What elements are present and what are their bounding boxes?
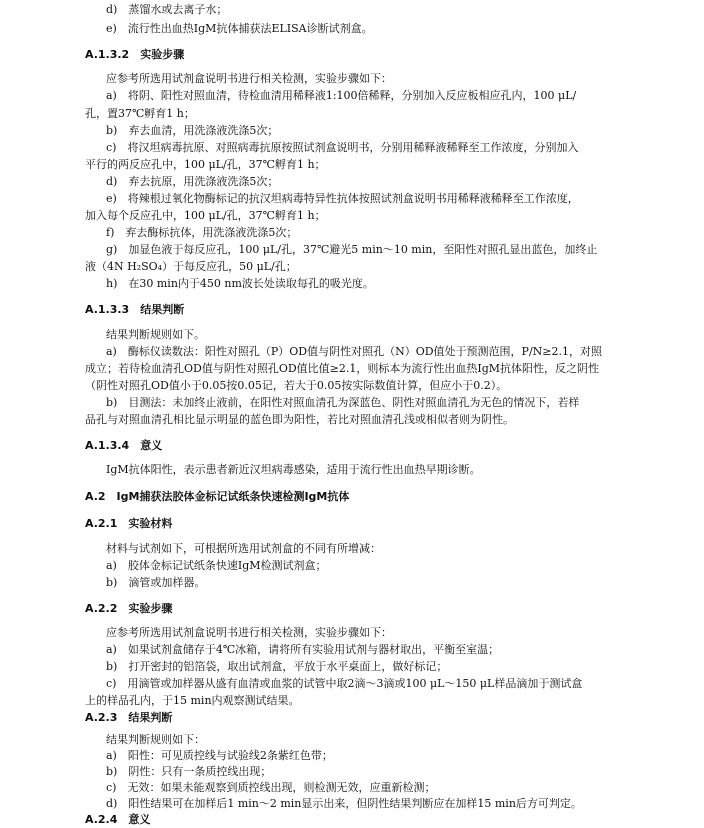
list-item-continuation: 孔，置37℃孵育1 h； [85, 107, 195, 120]
paragraph: 结果判断规则如下。 [106, 328, 205, 341]
section-heading: A.2.3 结果判断 [85, 711, 173, 724]
list-item: b) 目测法：未加终止液前，在阳性对照血清孔为深蓝色、阴性对照血清孔为无色的情况下，若样 [106, 396, 580, 409]
list-item: c) 用滴管或加样器从盛有血清或血浆的试管中取2滴～3滴或100 μL～150 μL样品滴加于测试盒 [106, 677, 583, 690]
list-item: e) 流行性出血热IgM抗体捕获法ELISA诊断试剂盒。 [106, 22, 373, 35]
paragraph: 结果判断规则如下： [106, 733, 205, 746]
list-item: c) 无效：如果未能观察到质控线出现，则检测无效，应重新检测； [106, 781, 436, 794]
list-item: d) 弃去抗原，用洗涤液洗涤5次； [106, 175, 279, 188]
list-item: f) 弃去酶标抗体，用洗涤液洗涤5次； [106, 226, 298, 239]
list-item: d) 蒸馏水或去离子水； [106, 3, 228, 16]
list-item: b) 阴性：只有一条质控线出现； [106, 765, 272, 778]
paragraph: 应参考所选用试剂盒说明书进行相关检测，实验步骤如下： [106, 626, 392, 639]
section-heading: A.2.2 实验步骤 [85, 602, 173, 615]
paragraph: 材料与试剂如下，可根据所选用试剂盒的不同有所增减： [106, 542, 381, 555]
list-item-continuation: （阴性对照孔OD值小于0.05按0.05记，若大于0.05按实际数值计算，但应小于0.2）。 [85, 379, 508, 392]
list-item: a) 将阴、阳性对照血清，待检血清用稀释液1:100倍稀释，分别加入反应板相应孔内，100 μL/ [106, 89, 577, 102]
paragraph: 应参考所选用试剂盒说明书进行相关检测，实验步骤如下： [106, 72, 392, 85]
list-item: e) 将辣根过氧化物酶标记的抗汉坦病毒特异性抗体按照试剂盒说明书用稀释液稀释至工作浓度， [106, 192, 579, 205]
list-item: b) 弃去血清，用洗涤液洗涤5次； [106, 124, 279, 137]
list-item-continuation: 加入每个反应孔中，100 μL/孔，37℃孵育1 h； [85, 209, 326, 222]
list-item: a) 酶标仪读数法：阳性对照孔（P）OD值与阴性对照孔（N）OD值处于预测范围，P/N≥2.1，对照 [106, 345, 602, 358]
section-heading: A.1.3.2 实验步骤 [85, 48, 185, 61]
list-item: a) 如果试剂盒储存于4℃冰箱，请将所有实验用试剂与器材取出，平衡至室温； [106, 643, 500, 656]
list-item: c) 将汉坦病毒抗原、对照病毒抗原按照试剂盒说明书，分别用稀释液稀释至工作浓度，分别加入 [106, 141, 579, 154]
list-item: b) 滴管或加样器。 [106, 576, 206, 589]
list-item-continuation: 上的样品孔内，于15 min内观察测试结果。 [85, 694, 300, 707]
list-item-continuation: 液（4N H₂SO₄）于每反应孔，50 μL/孔； [85, 260, 297, 273]
list-item: g) 加显色液于每反应孔，100 μL/孔，37℃避光5 min～10 min，至阳性对照孔显出蓝色，加终止 [106, 243, 598, 256]
list-item-continuation: 平行的两反应孔中，100 μL/孔，37℃孵育1 h； [85, 158, 326, 171]
list-item: d) 阳性结果可在加样后1 min～2 min显示出来，但阴性结果判断应在加样15 min后方可判定。 [106, 797, 582, 810]
list-item: a) 胶体金标记试纸条快速IgM检测试剂盒； [106, 559, 327, 572]
section-heading: A.2 IgM捕获法胶体金标记试纸条快速检测IgM抗体 [85, 490, 350, 503]
section-heading: A.1.3.3 结果判断 [85, 303, 185, 316]
list-item: a) 阳性：可见质控线与试验线2条紫红色带； [106, 749, 333, 762]
list-item: b) 打开密封的铝箔袋，取出试剂盒，平放于水平桌面上，做好标记； [106, 660, 448, 673]
list-item-continuation: 成立；若待检血清孔OD值与阴性对照孔OD值比值≥2.1，则标本为流行性出血热IgM抗体阳性，反之阴性 [85, 362, 600, 375]
section-heading: A.2.1 实验材料 [85, 517, 173, 530]
paragraph: IgM抗体阳性，表示患者新近汉坦病毒感染，适用于流行性出血热早期诊断。 [106, 463, 481, 476]
section-heading: A.1.3.4 意义 [85, 439, 163, 452]
list-item: h) 在30 min内于450 nm波长处读取每孔的吸光度。 [106, 277, 374, 290]
list-item-continuation: 品孔与对照血清孔相比显示明显的蓝色即为阳性，若比对照血清孔浅或相似者则为阴性。 [85, 413, 514, 426]
section-heading: A.2.4 意义 [85, 813, 151, 826]
